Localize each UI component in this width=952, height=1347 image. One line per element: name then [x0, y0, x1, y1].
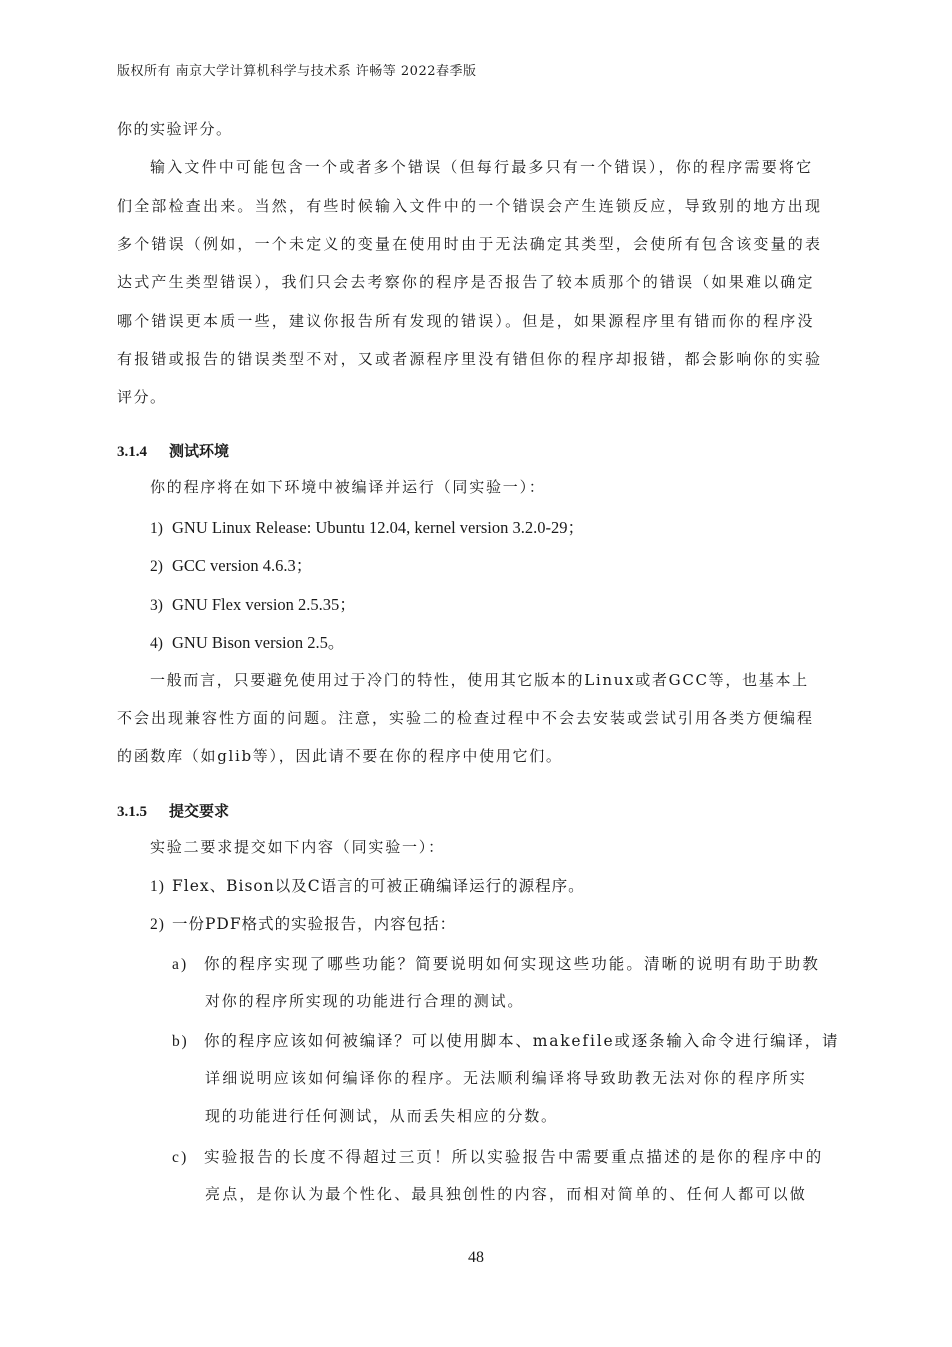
list-text: Flex、Bison以及C语言的可被正确编译运行的源程序。	[172, 877, 585, 895]
section-heading-3-1-4	[117, 440, 229, 461]
list-text: GNU Linux Release: Ubuntu 12.04, kernel version 3.2.0-29；	[172, 518, 584, 537]
list-text: 实验报告的长度不得超过三页！所以实验报告中需要重点描述的是你的程序中的	[204, 1148, 824, 1166]
list-index: b)	[172, 1033, 189, 1050]
paragraph-line: 达式产生类型错误），我们只会去考察你的程序是否报告了较本质那个的错误（如果难以确定	[117, 273, 815, 291]
section-number: 3.1.4	[117, 444, 147, 460]
paragraph-line: 的函数库（如glib等），因此请不要在你的程序中使用它们。	[117, 747, 563, 765]
paragraph-line: 不会出现兼容性方面的问题。注意，实验二的检查过程中不会去安装或尝试引用各类方便编程	[117, 709, 815, 727]
section-number: 3.1.5	[117, 804, 147, 820]
list-text: 你的程序实现了哪些功能？简要说明如何实现这些功能。清晰的说明有助于助教	[204, 955, 821, 973]
list-index: a)	[172, 956, 189, 973]
list-item	[150, 629, 344, 653]
list-item	[150, 912, 456, 934]
paragraph-line: 哪个错误更本质一些，建议你报告所有发现的错误）。但是，如果源程序里有错而你的程序没	[117, 312, 815, 330]
page-number: 48	[468, 1249, 484, 1266]
sublist-item	[172, 1029, 839, 1051]
list-text: GCC version 4.6.3；	[172, 556, 313, 575]
list-item	[150, 874, 585, 896]
list-item	[150, 591, 356, 615]
paragraph-line: 多个错误（例如，一个未定义的变量在使用时由于无法确定其类型，会使所有包含该变量的表	[117, 235, 823, 253]
sublist-item	[172, 952, 820, 974]
sublist-item	[172, 1145, 824, 1167]
paragraph-line: 输入文件中可能包含一个或者多个错误（但每行最多只有一个错误），你的程序需要将它	[150, 158, 814, 176]
sublist-continuation: 对你的程序所实现的功能进行合理的测试。	[205, 992, 525, 1010]
paragraph-line: 有报错或报告的错误类型不对，又或者源程序里没有错但你的程序却报错，都会影响你的实验	[117, 350, 823, 368]
sublist-continuation: 亮点，是你认为最个性化、最具独创性的内容，而相对简单的、任何人都可以做	[205, 1185, 808, 1203]
paragraph-line: 一般而言，只要避免使用过于冷门的特性，使用其它版本的Linux或者GCC等，也基本上	[150, 671, 809, 689]
list-index: 1)	[150, 878, 165, 895]
section-title: 测试环境	[169, 442, 230, 460]
section-intro: 你的程序将在如下环境中被编译并运行（同实验一）：	[150, 478, 546, 496]
list-index: 4)	[150, 635, 163, 652]
section-heading-3-1-5	[117, 800, 229, 821]
list-item	[150, 552, 312, 576]
list-text: GNU Flex version 2.5.35；	[172, 595, 356, 614]
section-title: 提交要求	[169, 802, 230, 820]
list-text: GNU Bison version 2.5。	[172, 633, 345, 652]
list-text: 一份PDF格式的实验报告，内容包括：	[172, 915, 457, 933]
list-index: c)	[172, 1149, 189, 1166]
page-header: 版权所有 南京大学计算机科学与技术系 许畅等 2022春季版	[117, 64, 477, 79]
list-index: 3)	[150, 597, 163, 614]
list-index: 1)	[150, 520, 163, 537]
list-item	[150, 514, 584, 538]
list-text: 你的程序应该如何被编译？可以使用脚本、makefile或逐条输入命令进行编译，请	[204, 1032, 840, 1050]
paragraph-line: 们全部检查出来。当然，有些时候输入文件中的一个错误会产生连锁反应，导致别的地方出现	[117, 197, 823, 215]
list-index: 2)	[150, 558, 163, 575]
sublist-continuation: 详细说明应该如何编译你的程序。无法顺利编译将导致助教无法对你的程序所实	[205, 1069, 808, 1087]
list-index: 2)	[150, 916, 165, 933]
paragraph-line: 你的实验评分。	[117, 120, 233, 138]
paragraph-line: 评分。	[117, 388, 167, 406]
sublist-continuation: 现的功能进行任何测试，从而丢失相应的分数。	[205, 1107, 558, 1125]
section-intro: 实验二要求提交如下内容（同实验一）：	[150, 838, 445, 856]
